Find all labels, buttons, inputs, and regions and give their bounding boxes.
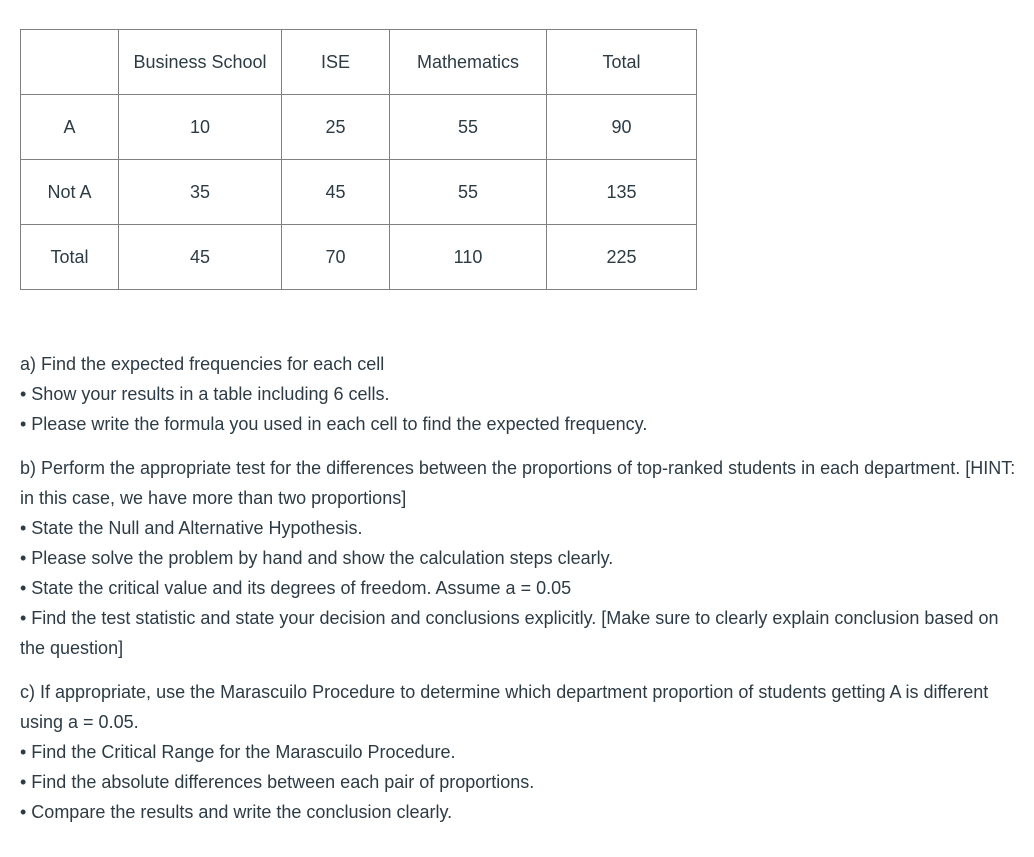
table-cell: 110 bbox=[390, 225, 547, 290]
table-header-cell: Mathematics bbox=[390, 30, 547, 95]
part-c-bullet: • Compare the results and write the conclusion clearly. bbox=[20, 802, 453, 822]
part-a bbox=[20, 349, 1020, 439]
part-b-bullet: • State the critical value and its degrees of freedom. Assume a = 0.05 bbox=[20, 578, 572, 598]
part-b bbox=[20, 453, 1020, 663]
part-a-bullet: • Show your results in a table including 6 cells. bbox=[20, 384, 390, 404]
table-cell: 135 bbox=[547, 160, 697, 225]
table-cell: 225 bbox=[547, 225, 697, 290]
row-label-cell: Total bbox=[21, 225, 119, 290]
part-c-bullet: • Find the Critical Range for the Marascuilo Procedure. bbox=[20, 742, 456, 762]
part-a-heading: a) Find the expected frequencies for each cell bbox=[20, 354, 385, 374]
table-row bbox=[21, 160, 697, 225]
table-header-row bbox=[21, 30, 697, 95]
row-label-cell: Not A bbox=[21, 160, 119, 225]
table-cell: 45 bbox=[282, 160, 390, 225]
table-row bbox=[21, 95, 697, 160]
row-label-cell: A bbox=[21, 95, 119, 160]
table-header-cell: Business School bbox=[119, 30, 282, 95]
table-header-cell: ISE bbox=[282, 30, 390, 95]
table-cell: 55 bbox=[390, 160, 547, 225]
contingency-table bbox=[20, 29, 697, 290]
part-b-bullet: • Please solve the problem by hand and show the calculation steps clearly. bbox=[20, 548, 614, 568]
table-cell: 10 bbox=[119, 95, 282, 160]
table-cell: 90 bbox=[547, 95, 697, 160]
part-a-bullet: • Please write the formula you used in each cell to find the expected frequency. bbox=[20, 414, 648, 434]
part-b-bullet: • State the Null and Alternative Hypothesis. bbox=[20, 518, 363, 538]
question-text bbox=[20, 349, 1020, 841]
table-cell: 25 bbox=[282, 95, 390, 160]
table-row bbox=[21, 225, 697, 290]
part-c-bullet: • Find the absolute differences between each pair of proportions. bbox=[20, 772, 535, 792]
table-cell: 45 bbox=[119, 225, 282, 290]
table-cell: 35 bbox=[119, 160, 282, 225]
part-c-heading: c) If appropriate, use the Marascuilo Procedure to determine which department proportion of students getting A is different using a = 0.05. bbox=[20, 682, 989, 732]
part-b-heading: b) Perform the appropriate test for the differences between the proportions of top-ranked students in each department. [HINT: in this case, we have more than two proportions] bbox=[20, 458, 1016, 508]
table-cell: 70 bbox=[282, 225, 390, 290]
part-b-bullet: • Find the test statistic and state your decision and conclusions explicitly. [Make sure to clearly explain conclusion based on the question] bbox=[20, 608, 999, 658]
table-header-cell: Total bbox=[547, 30, 697, 95]
part-c bbox=[20, 677, 1020, 827]
table-header-cell bbox=[21, 30, 119, 95]
table-cell: 55 bbox=[390, 95, 547, 160]
